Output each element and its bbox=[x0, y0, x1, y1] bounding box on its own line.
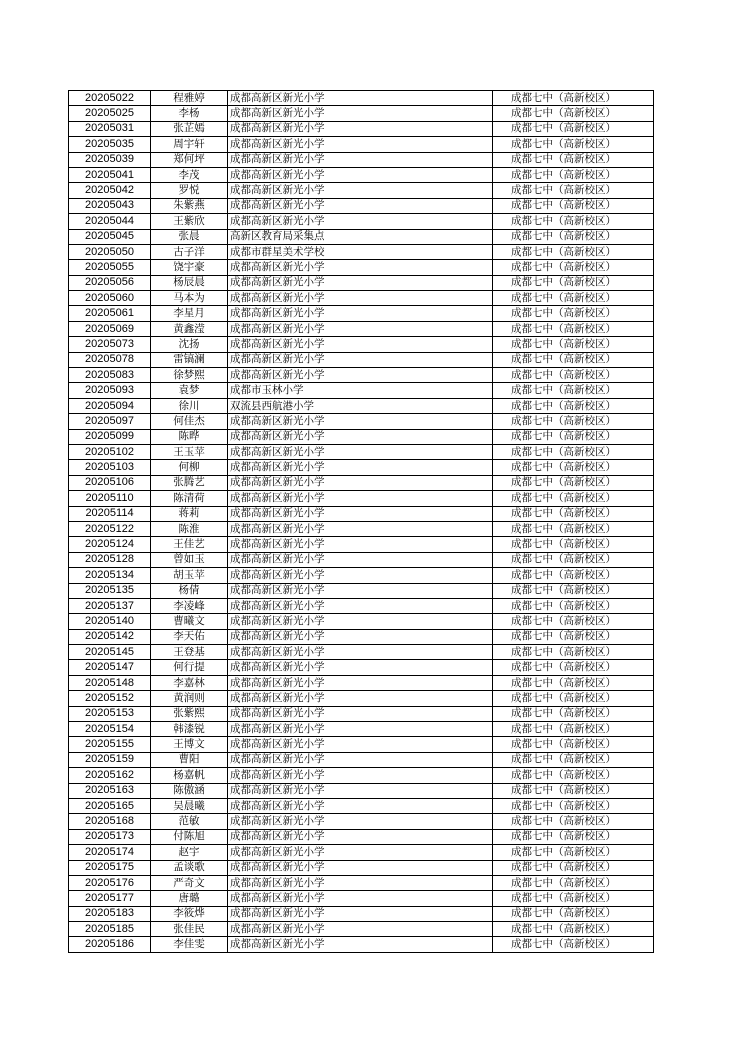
school-cell: 双流县西航港小学 bbox=[228, 398, 493, 413]
table-row bbox=[69, 922, 654, 937]
admitted-school-cell: 成都七中（高新校区） bbox=[493, 260, 654, 275]
table-row bbox=[69, 906, 654, 921]
student-id-cell: 20205099 bbox=[69, 429, 151, 444]
student-name-cell: 黄鑫滢 bbox=[151, 321, 228, 336]
admitted-school-cell: 成都七中（高新校区） bbox=[493, 706, 654, 721]
admitted-school-cell: 成都七中（高新校区） bbox=[493, 198, 654, 213]
admitted-school-cell: 成都七中（高新校区） bbox=[493, 645, 654, 660]
student-name-cell: 饶宇豪 bbox=[151, 260, 228, 275]
school-cell: 成都高新区新光小学 bbox=[228, 537, 493, 552]
table-row bbox=[69, 752, 654, 767]
table-row bbox=[69, 167, 654, 182]
student-id-cell: 20205134 bbox=[69, 568, 151, 583]
student-name-cell: 李杨 bbox=[151, 106, 228, 121]
student-name-cell: 陈晔 bbox=[151, 429, 228, 444]
school-cell: 成都高新区新光小学 bbox=[228, 291, 493, 306]
admitted-school-cell: 成都七中（高新校区） bbox=[493, 214, 654, 229]
student-name-cell: 付陈旭 bbox=[151, 829, 228, 844]
school-cell: 成都高新区新光小学 bbox=[228, 722, 493, 737]
student-name-cell: 孟谈歌 bbox=[151, 860, 228, 875]
student-id-cell: 20205137 bbox=[69, 598, 151, 613]
admitted-school-cell: 成都七中（高新校区） bbox=[493, 337, 654, 352]
student-id-cell: 20205176 bbox=[69, 875, 151, 890]
student-name-cell: 唐璐 bbox=[151, 891, 228, 906]
student-name-cell: 杨辰晨 bbox=[151, 275, 228, 290]
school-cell: 成都高新区新光小学 bbox=[228, 691, 493, 706]
school-cell: 成都高新区新光小学 bbox=[228, 860, 493, 875]
student-name-cell: 吴晨曦 bbox=[151, 798, 228, 813]
student-name-cell: 王佳艺 bbox=[151, 537, 228, 552]
student-id-cell: 20205069 bbox=[69, 321, 151, 336]
table-row bbox=[69, 321, 654, 336]
student-name-cell: 马本为 bbox=[151, 291, 228, 306]
student-name-cell: 张腾艺 bbox=[151, 475, 228, 490]
school-cell: 成都高新区新光小学 bbox=[228, 798, 493, 813]
school-cell: 成都高新区新光小学 bbox=[228, 675, 493, 690]
admitted-school-cell: 成都七中（高新校区） bbox=[493, 906, 654, 921]
table-row bbox=[69, 306, 654, 321]
school-cell: 成都市玉林小学 bbox=[228, 383, 493, 398]
admitted-school-cell: 成都七中（高新校区） bbox=[493, 629, 654, 644]
table-row bbox=[69, 368, 654, 383]
table-row bbox=[69, 275, 654, 290]
school-cell: 成都高新区新光小学 bbox=[228, 552, 493, 567]
school-cell: 成都高新区新光小学 bbox=[228, 568, 493, 583]
school-cell: 成都高新区新光小学 bbox=[228, 829, 493, 844]
school-cell: 成都高新区新光小学 bbox=[228, 814, 493, 829]
student-name-cell: 沈扬 bbox=[151, 337, 228, 352]
student-id-cell: 20205045 bbox=[69, 229, 151, 244]
student-id-cell: 20205103 bbox=[69, 460, 151, 475]
student-id-cell: 20205061 bbox=[69, 306, 151, 321]
admitted-school-cell: 成都七中（高新校区） bbox=[493, 722, 654, 737]
admitted-school-cell: 成都七中（高新校区） bbox=[493, 798, 654, 813]
student-name-cell: 陈清荷 bbox=[151, 491, 228, 506]
table-row bbox=[69, 106, 654, 121]
school-cell: 成都高新区新光小学 bbox=[228, 783, 493, 798]
student-name-cell: 黄润则 bbox=[151, 691, 228, 706]
student-id-cell: 20205154 bbox=[69, 722, 151, 737]
student-id-cell: 20205094 bbox=[69, 398, 151, 413]
school-cell: 成都高新区新光小学 bbox=[228, 444, 493, 459]
student-id-cell: 20205060 bbox=[69, 291, 151, 306]
school-cell: 成都高新区新光小学 bbox=[228, 368, 493, 383]
student-id-cell: 20205165 bbox=[69, 798, 151, 813]
admitted-school-cell: 成都七中（高新校区） bbox=[493, 891, 654, 906]
school-cell: 成都高新区新光小学 bbox=[228, 491, 493, 506]
student-id-cell: 20205174 bbox=[69, 845, 151, 860]
student-name-cell: 李星月 bbox=[151, 306, 228, 321]
table-row bbox=[69, 783, 654, 798]
school-cell: 成都高新区新光小学 bbox=[228, 906, 493, 921]
student-id-cell: 20205168 bbox=[69, 814, 151, 829]
school-cell: 高新区教育局采集点 bbox=[228, 229, 493, 244]
student-id-cell: 20205162 bbox=[69, 768, 151, 783]
student-id-cell: 20205022 bbox=[69, 91, 151, 106]
admitted-school-cell: 成都七中（高新校区） bbox=[493, 860, 654, 875]
student-name-cell: 李佳雯 bbox=[151, 937, 228, 952]
admitted-school-cell: 成都七中（高新校区） bbox=[493, 352, 654, 367]
admitted-school-cell: 成都七中（高新校区） bbox=[493, 814, 654, 829]
student-id-cell: 20205025 bbox=[69, 106, 151, 121]
student-id-cell: 20205114 bbox=[69, 506, 151, 521]
admitted-school-cell: 成都七中（高新校区） bbox=[493, 398, 654, 413]
table-row bbox=[69, 229, 654, 244]
student-name-cell: 何柳 bbox=[151, 460, 228, 475]
student-id-cell: 20205043 bbox=[69, 198, 151, 213]
admitted-school-cell: 成都七中（高新校区） bbox=[493, 137, 654, 152]
school-cell: 成都高新区新光小学 bbox=[228, 937, 493, 952]
school-cell: 成都高新区新光小学 bbox=[228, 337, 493, 352]
table-row bbox=[69, 183, 654, 198]
student-id-cell: 20205042 bbox=[69, 183, 151, 198]
student-name-cell: 李嘉林 bbox=[151, 675, 228, 690]
student-name-cell: 严奇文 bbox=[151, 875, 228, 890]
admitted-school-cell: 成都七中（高新校区） bbox=[493, 475, 654, 490]
school-cell: 成都高新区新光小学 bbox=[228, 660, 493, 675]
school-cell: 成都高新区新光小学 bbox=[228, 768, 493, 783]
school-cell: 成都高新区新光小学 bbox=[228, 275, 493, 290]
school-cell: 成都高新区新光小学 bbox=[228, 414, 493, 429]
student-id-cell: 20205145 bbox=[69, 645, 151, 660]
table-row bbox=[69, 814, 654, 829]
admitted-school-cell: 成都七中（高新校区） bbox=[493, 598, 654, 613]
table-row bbox=[69, 91, 654, 106]
table-row bbox=[69, 214, 654, 229]
student-id-cell: 20205041 bbox=[69, 167, 151, 182]
admitted-school-cell: 成都七中（高新校区） bbox=[493, 306, 654, 321]
admitted-school-cell: 成都七中（高新校区） bbox=[493, 167, 654, 182]
student-id-cell: 20205155 bbox=[69, 737, 151, 752]
student-name-cell: 曾如玉 bbox=[151, 552, 228, 567]
school-cell: 成都高新区新光小学 bbox=[228, 321, 493, 336]
table-row bbox=[69, 614, 654, 629]
admitted-school-cell: 成都七中（高新校区） bbox=[493, 752, 654, 767]
admitted-school-cell: 成都七中（高新校区） bbox=[493, 183, 654, 198]
table-row bbox=[69, 537, 654, 552]
student-id-cell: 20205163 bbox=[69, 783, 151, 798]
table-row bbox=[69, 460, 654, 475]
table-row bbox=[69, 845, 654, 860]
school-cell: 成都高新区新光小学 bbox=[228, 152, 493, 167]
student-name-cell: 郑何坪 bbox=[151, 152, 228, 167]
table-row bbox=[69, 829, 654, 844]
school-cell: 成都高新区新光小学 bbox=[228, 183, 493, 198]
student-id-cell: 20205035 bbox=[69, 137, 151, 152]
table-row bbox=[69, 383, 654, 398]
table-row bbox=[69, 414, 654, 429]
table-body bbox=[69, 91, 654, 953]
student-id-cell: 20205073 bbox=[69, 337, 151, 352]
table-row bbox=[69, 645, 654, 660]
school-cell: 成都高新区新光小学 bbox=[228, 752, 493, 767]
admitted-school-cell: 成都七中（高新校区） bbox=[493, 383, 654, 398]
school-cell: 成都高新区新光小学 bbox=[228, 645, 493, 660]
school-cell: 成都高新区新光小学 bbox=[228, 922, 493, 937]
table-row bbox=[69, 568, 654, 583]
student-name-cell: 蒋莉 bbox=[151, 506, 228, 521]
admitted-school-cell: 成都七中（高新校区） bbox=[493, 568, 654, 583]
student-id-cell: 20205173 bbox=[69, 829, 151, 844]
table-row bbox=[69, 891, 654, 906]
admitted-school-cell: 成都七中（高新校区） bbox=[493, 91, 654, 106]
admitted-school-cell: 成都七中（高新校区） bbox=[493, 229, 654, 244]
student-id-cell: 20205152 bbox=[69, 691, 151, 706]
student-name-cell: 袁梦 bbox=[151, 383, 228, 398]
student-name-cell: 李凌峰 bbox=[151, 598, 228, 613]
admitted-school-cell: 成都七中（高新校区） bbox=[493, 368, 654, 383]
student-id-cell: 20205159 bbox=[69, 752, 151, 767]
school-cell: 成都高新区新光小学 bbox=[228, 106, 493, 121]
student-name-cell: 王博文 bbox=[151, 737, 228, 752]
student-id-cell: 20205122 bbox=[69, 521, 151, 536]
admitted-school-cell: 成都七中（高新校区） bbox=[493, 291, 654, 306]
admitted-school-cell: 成都七中（高新校区） bbox=[493, 121, 654, 136]
student-name-cell: 胡玉苹 bbox=[151, 568, 228, 583]
table-row bbox=[69, 260, 654, 275]
student-id-cell: 20205078 bbox=[69, 352, 151, 367]
school-cell: 成都高新区新光小学 bbox=[228, 506, 493, 521]
student-name-cell: 韩漆锐 bbox=[151, 722, 228, 737]
school-cell: 成都高新区新光小学 bbox=[228, 629, 493, 644]
student-name-cell: 曹阳 bbox=[151, 752, 228, 767]
school-cell: 成都高新区新光小学 bbox=[228, 167, 493, 182]
admitted-school-cell: 成都七中（高新校区） bbox=[493, 691, 654, 706]
student-table bbox=[68, 90, 654, 953]
student-id-cell: 20205135 bbox=[69, 583, 151, 598]
school-cell: 成都高新区新光小学 bbox=[228, 121, 493, 136]
student-id-cell: 20205186 bbox=[69, 937, 151, 952]
student-name-cell: 李天佑 bbox=[151, 629, 228, 644]
student-id-cell: 20205039 bbox=[69, 152, 151, 167]
student-name-cell: 李茂 bbox=[151, 167, 228, 182]
admitted-school-cell: 成都七中（高新校区） bbox=[493, 414, 654, 429]
student-id-cell: 20205128 bbox=[69, 552, 151, 567]
table-row bbox=[69, 722, 654, 737]
table-row bbox=[69, 737, 654, 752]
student-name-cell: 周宇轩 bbox=[151, 137, 228, 152]
student-name-cell: 陈傲涵 bbox=[151, 783, 228, 798]
student-name-cell: 罗悦 bbox=[151, 183, 228, 198]
admitted-school-cell: 成都七中（高新校区） bbox=[493, 244, 654, 259]
table-row bbox=[69, 660, 654, 675]
school-cell: 成都高新区新光小学 bbox=[228, 198, 493, 213]
school-cell: 成都高新区新光小学 bbox=[228, 521, 493, 536]
school-cell: 成都高新区新光小学 bbox=[228, 475, 493, 490]
admitted-school-cell: 成都七中（高新校区） bbox=[493, 614, 654, 629]
student-name-cell: 杨嘉帆 bbox=[151, 768, 228, 783]
student-name-cell: 程雅婷 bbox=[151, 91, 228, 106]
student-id-cell: 20205056 bbox=[69, 275, 151, 290]
admitted-school-cell: 成都七中（高新校区） bbox=[493, 537, 654, 552]
table-row bbox=[69, 798, 654, 813]
student-id-cell: 20205124 bbox=[69, 537, 151, 552]
student-name-cell: 朱紫燕 bbox=[151, 198, 228, 213]
admitted-school-cell: 成都七中（高新校区） bbox=[493, 106, 654, 121]
school-cell: 成都市群星美术学校 bbox=[228, 244, 493, 259]
admitted-school-cell: 成都七中（高新校区） bbox=[493, 552, 654, 567]
admitted-school-cell: 成都七中（高新校区） bbox=[493, 660, 654, 675]
table-row bbox=[69, 121, 654, 136]
school-cell: 成都高新区新光小学 bbox=[228, 583, 493, 598]
school-cell: 成都高新区新光小学 bbox=[228, 875, 493, 890]
student-name-cell: 陈淮 bbox=[151, 521, 228, 536]
student-name-cell: 曹曦文 bbox=[151, 614, 228, 629]
admitted-school-cell: 成都七中（高新校区） bbox=[493, 521, 654, 536]
student-name-cell: 张晨 bbox=[151, 229, 228, 244]
admitted-school-cell: 成都七中（高新校区） bbox=[493, 491, 654, 506]
school-cell: 成都高新区新光小学 bbox=[228, 214, 493, 229]
admitted-school-cell: 成都七中（高新校区） bbox=[493, 845, 654, 860]
table-row bbox=[69, 352, 654, 367]
table-row bbox=[69, 398, 654, 413]
admitted-school-cell: 成都七中（高新校区） bbox=[493, 583, 654, 598]
admitted-school-cell: 成都七中（高新校区） bbox=[493, 829, 654, 844]
school-cell: 成都高新区新光小学 bbox=[228, 137, 493, 152]
table-row bbox=[69, 475, 654, 490]
student-name-cell: 赵宇 bbox=[151, 845, 228, 860]
table-row bbox=[69, 598, 654, 613]
admitted-school-cell: 成都七中（高新校区） bbox=[493, 460, 654, 475]
school-cell: 成都高新区新光小学 bbox=[228, 598, 493, 613]
student-name-cell: 古子洋 bbox=[151, 244, 228, 259]
student-id-cell: 20205106 bbox=[69, 475, 151, 490]
school-cell: 成都高新区新光小学 bbox=[228, 891, 493, 906]
school-cell: 成都高新区新光小学 bbox=[228, 614, 493, 629]
table-row bbox=[69, 768, 654, 783]
table-row bbox=[69, 629, 654, 644]
student-id-cell: 20205142 bbox=[69, 629, 151, 644]
table-row bbox=[69, 244, 654, 259]
student-id-cell: 20205050 bbox=[69, 244, 151, 259]
table-row bbox=[69, 152, 654, 167]
admitted-school-cell: 成都七中（高新校区） bbox=[493, 922, 654, 937]
student-name-cell: 张紫熙 bbox=[151, 706, 228, 721]
student-id-cell: 20205031 bbox=[69, 121, 151, 136]
school-cell: 成都高新区新光小学 bbox=[228, 91, 493, 106]
admitted-school-cell: 成都七中（高新校区） bbox=[493, 783, 654, 798]
student-id-cell: 20205185 bbox=[69, 922, 151, 937]
student-name-cell: 何佳杰 bbox=[151, 414, 228, 429]
student-id-cell: 20205093 bbox=[69, 383, 151, 398]
admitted-school-cell: 成都七中（高新校区） bbox=[493, 675, 654, 690]
student-name-cell: 何行提 bbox=[151, 660, 228, 675]
student-id-cell: 20205110 bbox=[69, 491, 151, 506]
table-row bbox=[69, 444, 654, 459]
school-cell: 成都高新区新光小学 bbox=[228, 845, 493, 860]
table-row bbox=[69, 875, 654, 890]
student-name-cell: 张芷嫣 bbox=[151, 121, 228, 136]
table-row bbox=[69, 860, 654, 875]
admitted-school-cell: 成都七中（高新校区） bbox=[493, 506, 654, 521]
school-cell: 成都高新区新光小学 bbox=[228, 737, 493, 752]
school-cell: 成都高新区新光小学 bbox=[228, 306, 493, 321]
table-row bbox=[69, 491, 654, 506]
student-id-cell: 20205175 bbox=[69, 860, 151, 875]
admitted-school-cell: 成都七中（高新校区） bbox=[493, 737, 654, 752]
student-name-cell: 杨倩 bbox=[151, 583, 228, 598]
student-name-cell: 王紫欣 bbox=[151, 214, 228, 229]
student-id-cell: 20205044 bbox=[69, 214, 151, 229]
student-id-cell: 20205097 bbox=[69, 414, 151, 429]
table-row bbox=[69, 198, 654, 213]
table-row bbox=[69, 291, 654, 306]
school-cell: 成都高新区新光小学 bbox=[228, 706, 493, 721]
student-id-cell: 20205055 bbox=[69, 260, 151, 275]
admitted-school-cell: 成都七中（高新校区） bbox=[493, 768, 654, 783]
admitted-school-cell: 成都七中（高新校区） bbox=[493, 875, 654, 890]
table-row bbox=[69, 137, 654, 152]
school-cell: 成都高新区新光小学 bbox=[228, 460, 493, 475]
student-id-cell: 20205102 bbox=[69, 444, 151, 459]
admitted-school-cell: 成都七中（高新校区） bbox=[493, 429, 654, 444]
student-name-cell: 徐川 bbox=[151, 398, 228, 413]
student-id-cell: 20205140 bbox=[69, 614, 151, 629]
table-row bbox=[69, 675, 654, 690]
student-id-cell: 20205183 bbox=[69, 906, 151, 921]
school-cell: 成都高新区新光小学 bbox=[228, 352, 493, 367]
admitted-school-cell: 成都七中（高新校区） bbox=[493, 937, 654, 952]
admitted-school-cell: 成都七中（高新校区） bbox=[493, 444, 654, 459]
admitted-school-cell: 成都七中（高新校区） bbox=[493, 275, 654, 290]
student-id-cell: 20205177 bbox=[69, 891, 151, 906]
table-row bbox=[69, 521, 654, 536]
student-name-cell: 李筱烨 bbox=[151, 906, 228, 921]
student-name-cell: 张佳民 bbox=[151, 922, 228, 937]
student-name-cell: 王登基 bbox=[151, 645, 228, 660]
table-row bbox=[69, 937, 654, 952]
student-name-cell: 徐梦熙 bbox=[151, 368, 228, 383]
student-id-cell: 20205083 bbox=[69, 368, 151, 383]
table-row bbox=[69, 583, 654, 598]
school-cell: 成都高新区新光小学 bbox=[228, 260, 493, 275]
student-id-cell: 20205147 bbox=[69, 660, 151, 675]
student-id-cell: 20205153 bbox=[69, 706, 151, 721]
table-row bbox=[69, 691, 654, 706]
table-row bbox=[69, 506, 654, 521]
school-cell: 成都高新区新光小学 bbox=[228, 429, 493, 444]
student-id-cell: 20205148 bbox=[69, 675, 151, 690]
table-row bbox=[69, 552, 654, 567]
student-name-cell: 雷镐澜 bbox=[151, 352, 228, 367]
admitted-school-cell: 成都七中（高新校区） bbox=[493, 321, 654, 336]
student-name-cell: 王玉苹 bbox=[151, 444, 228, 459]
admitted-school-cell: 成都七中（高新校区） bbox=[493, 152, 654, 167]
table-row bbox=[69, 337, 654, 352]
student-name-cell: 范敏 bbox=[151, 814, 228, 829]
table-row bbox=[69, 429, 654, 444]
table-row bbox=[69, 706, 654, 721]
